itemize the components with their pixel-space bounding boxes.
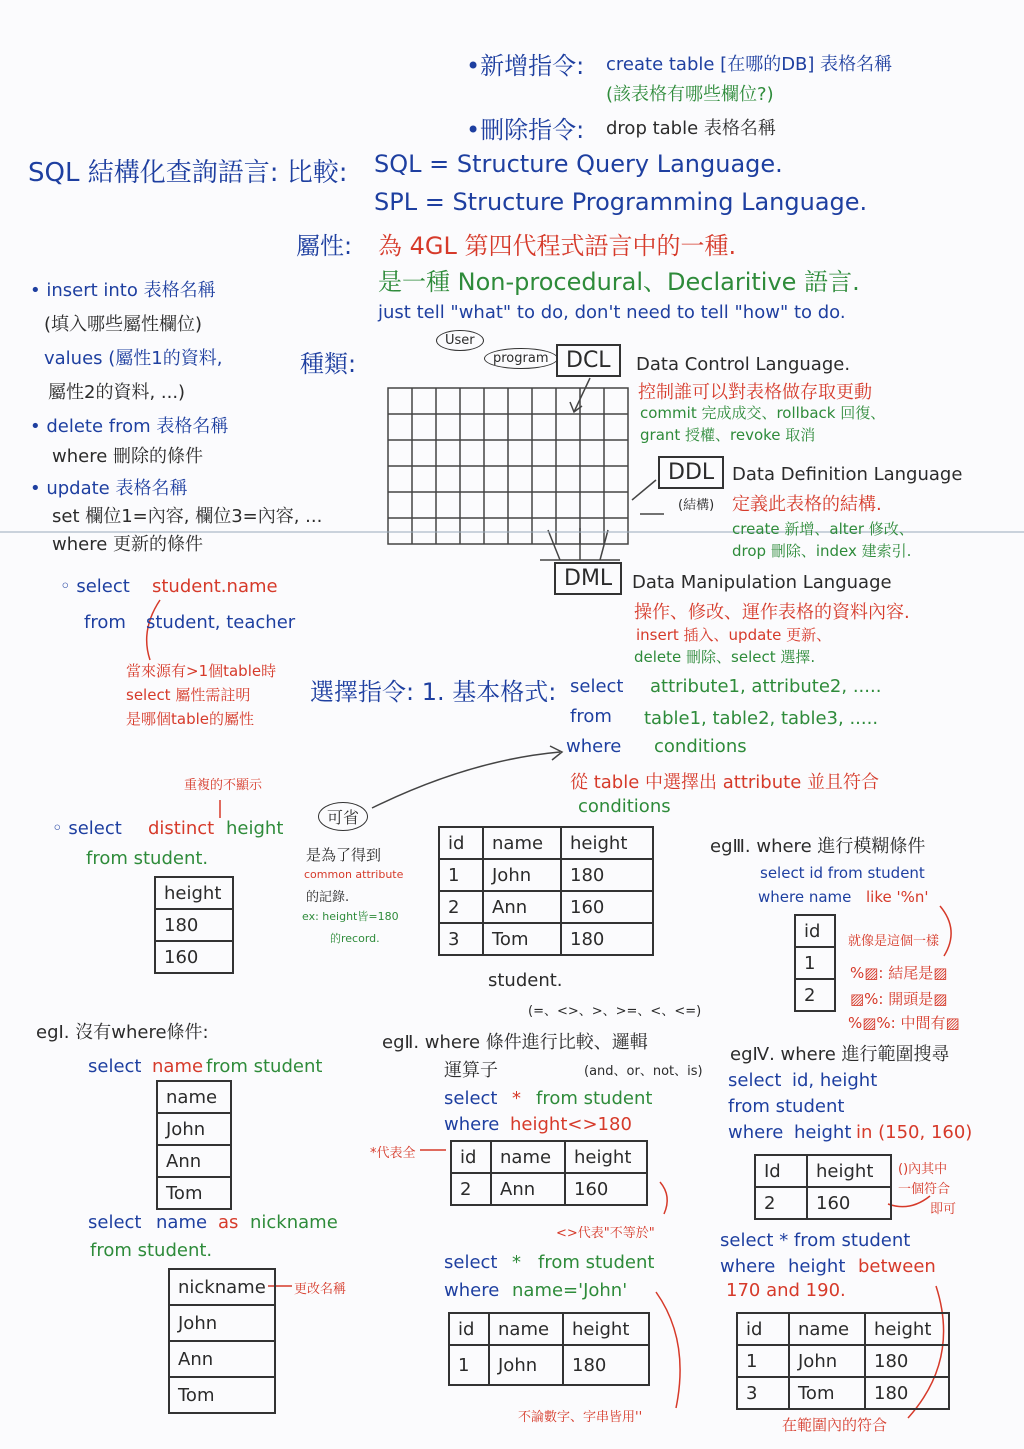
eg2-result-table-1 [450,1140,648,1206]
select-example-attr: student.name [152,576,278,597]
distinct-from: from student. [86,848,209,869]
eg1-select-2: select [88,1212,142,1233]
table-header: height [561,827,653,859]
ddl-box: DDL [658,456,724,489]
table-cell: Ann [169,1341,275,1377]
select-example-tables: student, teacher [146,612,296,633]
table-header: name [489,1313,563,1345]
table-cell: 160 [807,1187,891,1219]
like-note: 就像是這個一樣 [848,934,940,949]
table-row [439,859,653,891]
sql-definition: SQL = Structure Query Language. [374,150,783,178]
eg1-nickname: nickname [250,1212,338,1233]
ddl-structure-note: (結構) [678,498,715,513]
optional-note-5: 的record. [330,932,380,945]
types-label: 種類: [300,350,357,378]
table-cell: John [157,1113,231,1145]
table-cell: 2 [755,1187,807,1219]
wildcard-middle: %▨%: 中間有▨ [848,1014,960,1032]
table-cell: 160 [561,891,653,923]
table-cell: 180 [561,923,653,955]
table-cell: John [169,1305,275,1341]
update-line-1: • update 表格名稱 [30,478,188,499]
ddl-name: Data Definition Language [732,464,963,485]
format-from: from [570,706,612,727]
table-cell: Tom [483,923,561,955]
table-cell: Tom [157,1177,231,1209]
attribute-line-1: 為 4GL 第四代程式語言中的一種. [378,232,737,260]
format-description-1: 從 table 中選擇出 attribute 並且符合 [570,772,879,793]
table-cell: 180 [865,1377,949,1409]
eg3-query-2: where name [758,888,852,906]
eg2-title: egⅡ. where 條件進行比較、邏輯 [382,1032,648,1053]
table-cell: 1 [439,859,483,891]
table-header: name [491,1141,565,1173]
optional-note-1: 是為了得到 [306,846,382,864]
dcl-box: DCL [556,344,621,377]
table-cell: John [489,1345,563,1385]
new-command-label: •新增指令: [466,52,585,80]
eg2-select: select [444,1088,498,1109]
eg2-condition-2: name='John' [512,1280,628,1301]
optional-oval: 可省 [318,802,368,831]
eg4-result-table-1 [754,1154,892,1220]
distinct-note: 重複的不顯示 [184,778,263,793]
ddl-example-1: create 新增、alter 修改、 [732,520,914,538]
eg3-result-table [794,914,836,1012]
eg1-from-2: from student. [90,1240,213,1261]
eg3-title: egⅢ. where 進行模糊條件 [710,836,926,857]
distinct-select: ◦ select [52,818,122,839]
eg2-select-2: select [444,1252,498,1273]
table-cell: 2 [439,891,483,923]
table-row [737,1345,949,1377]
quote-note: 不論數字、字串皆用'' [518,1410,643,1425]
eg4-height: height [794,1122,852,1143]
distinct-attr: height [226,818,284,839]
drop-command-label: •刪除指令: [466,116,585,144]
optional-note-3: 的記錄. [306,890,350,905]
insert-line-2: (填入哪些屬性欄位) [44,314,203,335]
optional-note-2: common attribute [304,868,404,881]
table-header: id [737,1313,789,1345]
table-cell: Ann [491,1173,565,1205]
wildcard-end: %▨: 結尾是▨ [850,964,948,982]
table-cell: 3 [439,923,483,955]
table-row [755,1187,891,1219]
table-cell: Ann [157,1145,231,1177]
table-header: name [789,1313,865,1345]
eg4-attrs: id, height [792,1070,878,1091]
eg3-like: like '%n' [866,888,929,906]
user-oval: User [436,330,484,351]
dcl-example-2: grant 授權、revoke 取消 [640,426,816,444]
eg1-as: as [218,1212,239,1233]
dml-name: Data Manipulation Language [632,572,892,593]
spl-definition: SPL = Structure Programming Language. [374,188,868,216]
table-cell: 160 [155,941,233,973]
in-note-1: ()內其中 [898,1162,948,1177]
eg4-in: in (150, 160) [856,1122,973,1143]
eg1-name-2: name [156,1212,208,1233]
table-header: name [483,827,561,859]
table-row [737,1377,949,1409]
table-cell: 180 [563,1345,649,1385]
table-row [449,1345,649,1385]
table-cell: John [789,1345,865,1377]
optional-note-4: ex: height皆=180 [302,910,399,923]
dcl-description: 控制誰可以對表格做存取更動 [638,382,872,403]
distinct-result-table [154,876,234,974]
table-cell: 2 [451,1173,491,1205]
table-header: height [565,1141,647,1173]
table-row [451,1173,647,1205]
eg4-where: where [728,1122,784,1143]
page-title: SQL 結構化查詢語言: 比較: [28,158,348,188]
table-header: height [155,877,233,909]
table-header: id [451,1141,491,1173]
table-header: id [439,827,483,859]
student-caption: student. [488,970,563,991]
drop-command-text: drop table 表格名稱 [606,118,776,139]
format-where: where [566,736,622,757]
operators-note: (=、<>、>、>=、<、<=) [528,1004,702,1019]
table-cell: Tom [789,1377,865,1409]
table-cell: 1 [795,947,835,979]
eg4-title: egⅣ. where 進行範圍搜尋 [730,1044,950,1065]
table-cell: 2 [795,979,835,1011]
table-header: id [795,915,835,947]
eg1-name: name [152,1056,204,1077]
format-select: select [570,676,624,697]
table-header: Id [755,1155,807,1187]
eg2-condition: height<>180 [510,1114,632,1135]
eg4-between: between [858,1256,936,1277]
multi-table-note-1: 當來源有>1個table時 [126,662,277,680]
eg2-where-2: where [444,1280,500,1301]
ddl-description: 定義此表格的結構. [732,494,882,515]
eg4-from: from student [728,1096,845,1117]
table-cell: 3 [737,1377,789,1409]
format-attributes: attribute1, attribute2, ..... [650,676,882,697]
delete-line-1: • delete from 表格名稱 [30,416,229,437]
table-cell: 1 [737,1345,789,1377]
eg4-range: 170 and 190. [726,1280,846,1301]
eg4-result-table-2 [736,1312,950,1410]
ddl-example-2: drop 刪除、index 建索引. [732,542,912,560]
dml-example-1: insert 插入、update 更新、 [636,626,832,644]
multi-table-note-3: 是哪個table的屬性 [126,710,254,728]
table-cell: 180 [155,909,233,941]
eg1-result-table [156,1080,232,1210]
in-note-3: 即可 [930,1202,957,1217]
table-header: name [157,1081,231,1113]
distinct-keyword: distinct [148,818,215,839]
table-header: height [865,1313,949,1345]
program-oval: program [484,348,558,369]
table-row [439,891,653,923]
table-header: height [807,1155,891,1187]
eg2-from: from student [536,1088,653,1109]
table-cell: Tom [169,1377,275,1413]
in-note-2: 一個符合 [898,1182,951,1197]
eg4-where-2: where [720,1256,776,1277]
not-equal-note: <>代表"不等於" [556,1226,655,1241]
eg1-nickname-table [168,1268,276,1414]
table-cell: John [483,859,561,891]
delete-line-2: where 刪除的條件 [52,446,204,467]
dml-description: 操作、修改、運作表格的資料內容. [634,602,910,623]
dcl-example-1: commit 完成成交、rollback 回復、 [640,404,886,422]
eg2-where: where [444,1114,500,1135]
select-example-keyword: ◦ select [60,576,130,597]
multi-table-note-2: select 屬性需註明 [126,686,251,704]
table-cell: Ann [483,891,561,923]
table-row [439,923,653,955]
table-header: id [449,1313,489,1345]
format-description-2: conditions [578,796,671,817]
eg1-from: from student [206,1056,323,1077]
table-cell: 180 [865,1345,949,1377]
between-note: 在範圍內的符合 [782,1416,888,1434]
eg1-select: select [88,1056,142,1077]
attribute-label: 屬性: [296,232,353,260]
dml-box: DML [554,562,622,595]
new-command-text: create table [在哪的DB] 表格名稱 [606,54,893,75]
eg2-title-2: 運算子 [444,1060,498,1081]
eg4-query-2: select * from student [720,1230,911,1251]
eg2-star: * [512,1088,521,1109]
update-line-2: set 欄位1=內容, 欄位3=內容, ... [52,506,323,527]
eg2-star-2: * [512,1252,521,1273]
attribute-line-2: 是一種 Non-procedural、Declaritive 語言. [378,268,860,296]
update-line-3: where 更新的條件 [52,534,204,555]
insert-line-3: values (屬性1的資料, [44,348,223,369]
select-command-label: 選擇指令: 1. 基本格式: [310,678,557,706]
dml-example-2: delete 刪除、select 選擇. [634,648,816,666]
eg4-height-2: height [788,1256,846,1277]
select-example-from: from [84,612,126,633]
eg2-result-table-2 [448,1312,650,1386]
insert-line-1: • insert into 表格名稱 [30,280,216,301]
format-tables: table1, table2, table3, ..... [644,708,879,729]
eg4-select: select [728,1070,782,1091]
eg2-from-2: from student [538,1252,655,1273]
wildcard-start: ▨%: 開頭是▨ [850,990,948,1008]
attribute-line-3: just tell "what" to do, don't need to tell "how" to do. [378,302,846,323]
new-command-note: (該表格有哪些欄位?) [606,84,774,105]
dcl-name: Data Control Language. [636,354,851,375]
eg1-title: egⅠ. 沒有where條件: [36,1022,209,1043]
rename-note: 更改名稱 [294,1282,347,1297]
insert-line-4: 屬性2的資料, ...) [48,382,186,403]
eg3-query-1: select id from student [760,864,925,882]
table-header: nickname [169,1269,275,1305]
table-header: height [563,1313,649,1345]
table-cell: 180 [561,859,653,891]
format-conditions: conditions [654,736,747,757]
student-table [438,826,654,956]
table-cell: 1 [449,1345,489,1385]
logic-operators: (and、or、not、is) [584,1064,703,1079]
star-note: *代表全 [370,1146,416,1161]
table-cell: 160 [565,1173,647,1205]
